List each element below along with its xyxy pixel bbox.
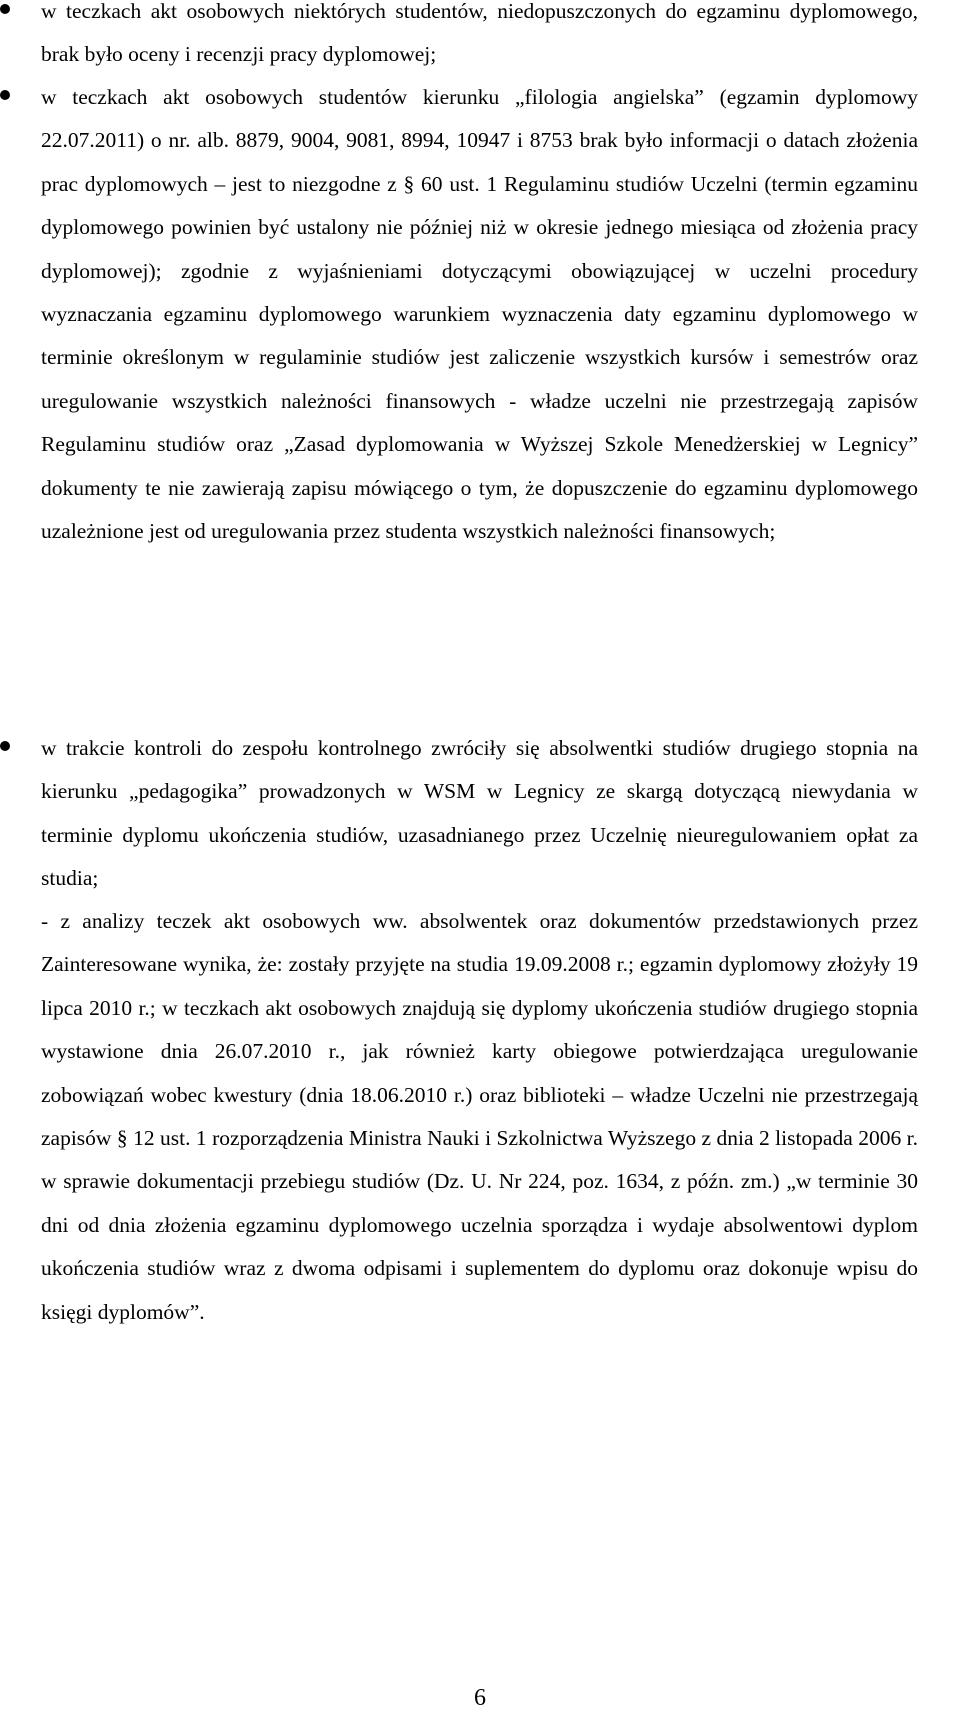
analysis-paragraph: - z analizy teczek akt osobowych ww. absolwentek oraz dokumentów przedstawionych przez Zainteresowane wynika, że: zostały przyjęte na studia 19.09.2008 r.; egzamin dyplomowy złożyły 19 lipca 2010 r.; w teczkach akt osobowych znajdują się dyplomy ukończenia studiów drugiego stopnia wystawione dnia 26.07.2010 r., jak również karty obiegowe potwierdzająca uregulowanie zobowiązań wobec kwestury (dnia 18.06.2010 r.) oraz biblioteki – władze Uczelni nie przestrzegają zapisów § 12 ust. 1 rozporządzenia Ministra Nauki i Szkolnictwa Wyższego z dnia 2 listopada 2006 r. w sprawie dokumentacji przebiegu studiów (Dz. U. Nr 224, poz. 1634, z późn. zm.) „w terminie 30 dni od dnia złożenia egzaminu dyplomowego uczelnia sporządza i wydaje absolwentowi dyplom ukończenia studiów wraz z dwoma odpisami i suplementem do dyplomu oraz dokonuje wpisu do księgi dyplomów”. [41, 909, 918, 1324]
bullet-icon [0, 4, 10, 14]
bullet-icon [0, 90, 10, 100]
bullet-item-missing-grades: w teczkach akt osobowych niektórych studentów, niedopuszczonych do egzaminu dyplomowego, brak było oceny i recenzji pracy dyplomowej; [41, 0, 918, 67]
page-number: 6 [474, 1685, 486, 1711]
bullet-item-missing-dates: w teczkach akt osobowych studentów kierunku „filologia angielska” (egzamin dyplomowy 22.07.2011) o nr. alb. 8879, 9004, 9081, 8994, 10947 i 8753 brak było informacji o datach złożenia prac dyplomowych – jest to niezgodne z § 60 ust. 1 Regulaminu studiów Uczelni (termin egzaminu dyplomowego powinien być ustalony nie później niż w okresie jednego miesiąca od złożenia pracy dyplomowej); zgodnie z wyjaśnieniami dotyczącymi obowiązującej w uczelni procedury wyznaczania egzaminu dyplomowego warunkiem wyznaczenia daty egzaminu dyplomowego w terminie określonym w regulaminie studiów jest zaliczenie wszystkich kursów i semestrów oraz uregulowanie wszystkich należności finansowych - władze uczelni nie przestrzegają zapisów Regulaminu studiów oraz „Zasad dyplomowania w Wyższej Szkole Menedżerskiej w Legnicy” dokumenty te nie zawierają zapisu mówiącego o tym, że dopuszczenie do egzaminu dyplomowego uzależnione jest od uregulowania przez studenta wszystkich należności finansowych; [41, 85, 918, 544]
bullet-item-complaint: w trakcie kontroli do zespołu kontrolnego zwróciły się absolwentki studiów drugiego stopnia na kierunku „pedagogika” prowadzonych w WSM w Legnicy ze skargą dotyczącą niewydania w terminie dyplomu ukończenia studiów, uzasadnianego przez Uczelnię nieuregulowaniem opłat za studia; [41, 736, 918, 891]
bullet-icon [0, 741, 10, 751]
